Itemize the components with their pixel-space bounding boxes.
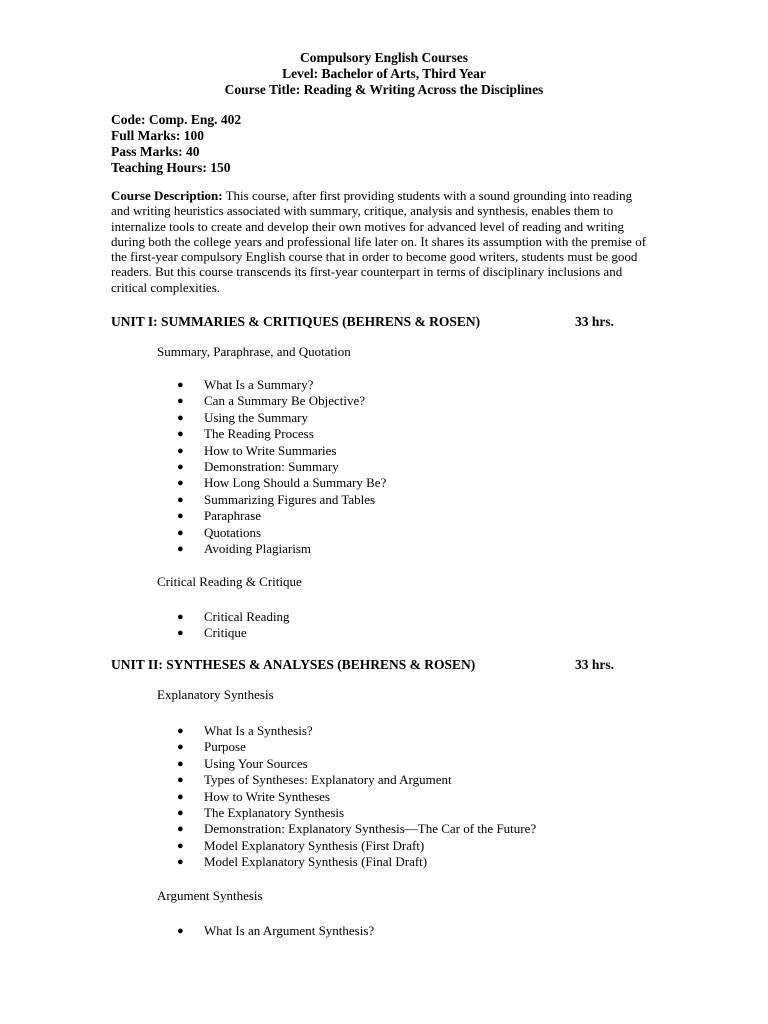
list-item — [157, 625, 290, 641]
list-item-text: Purpose — [204, 739, 246, 755]
unit1-hours: 33 hrs. — [575, 314, 615, 329]
unit1-section1-title: Summary, Paraphrase, and Quotation — [157, 344, 351, 359]
list-item — [157, 492, 386, 508]
list-item — [157, 377, 386, 393]
bullet-icon: ● — [177, 526, 184, 539]
list-item-text: Model Explanatory Synthesis (Final Draft) — [204, 854, 428, 870]
list-item — [157, 475, 386, 491]
description-text: This course, after first providing students with a sound grounding into reading and writing heuristics associated with summary, critique, analysis and synthesis, enables them to internalize tools to create and develop their own motives for advanced level of reading and writing during both the college years and professional life later on. It shares its assumption with the premise of the first-year compulsory English course that in order to become good writers, students must be good readers. But this course transcends its first-year counterpart in terms of disciplinary inclusions and critical complexities. — [111, 188, 647, 295]
unit2-section1-list — [157, 723, 536, 871]
unit2-section1-title: Explanatory Synthesis — [157, 687, 274, 702]
bullet-icon: ● — [177, 444, 184, 457]
bullet-icon: ● — [177, 379, 184, 391]
bullet-icon: ● — [177, 790, 184, 803]
bullet-icon: ● — [177, 839, 184, 852]
list-item-text: Types of Syntheses: Explanatory and Argument — [204, 772, 452, 788]
list-item-text: Model Explanatory Synthesis (First Draft) — [204, 837, 425, 853]
list-item-text: Using the Summary — [204, 409, 308, 425]
list-item — [157, 789, 536, 805]
list-item-text: Critical Reading — [204, 609, 290, 624]
full-marks: Full Marks: 100 — [111, 128, 204, 143]
list-item — [157, 821, 536, 837]
unit2-hours: 33 hrs. — [575, 657, 615, 672]
list-item — [157, 508, 386, 524]
bullet-icon: ● — [177, 856, 184, 869]
header-program: Compulsory English Courses — [299, 50, 469, 65]
list-item-text: What Is an Argument Synthesis? — [204, 923, 375, 938]
list-item — [157, 541, 386, 557]
bullet-icon: ● — [177, 460, 184, 473]
list-item-text: Paraphrase — [204, 508, 262, 524]
list-item-text: What Is a Synthesis? — [204, 723, 313, 738]
header-course-title: Course Title: Reading & Writing Across the Disciplines — [224, 82, 544, 97]
course-code: Code: Comp. Eng. 402 — [111, 112, 242, 127]
list-item-text: How to Write Summaries — [204, 442, 337, 458]
course-description — [111, 188, 651, 295]
description-label: Course Description: — [111, 188, 223, 203]
list-item — [157, 756, 536, 772]
unit1-section2-title: Critical Reading & Critique — [157, 574, 302, 589]
list-item-text: The Reading Process — [204, 426, 314, 442]
teaching-hours: Teaching Hours: 150 — [111, 160, 231, 175]
list-item-text: Summarizing Figures and Tables — [204, 491, 376, 507]
list-item — [157, 393, 386, 409]
list-item — [157, 838, 536, 854]
list-item-text: Critique — [204, 625, 247, 641]
unit1-section1-list — [157, 377, 386, 557]
bullet-icon: ● — [177, 741, 184, 754]
list-item-text: Can a Summary Be Objective? — [204, 393, 366, 409]
list-item — [157, 525, 386, 541]
list-item — [157, 854, 536, 870]
bullet-icon: ● — [177, 395, 184, 408]
unit1-section2-list — [157, 609, 290, 642]
list-item-text: Avoiding Plagiarism — [204, 540, 312, 556]
list-item-text: Quotations — [204, 524, 262, 540]
bullet-icon: ● — [177, 774, 184, 787]
list-item-text: How to Write Syntheses — [204, 788, 330, 804]
bullet-icon: ● — [177, 806, 184, 819]
bullet-icon: ● — [177, 627, 184, 640]
bullet-icon: ● — [177, 542, 184, 555]
unit2-title: UNIT II: SYNTHESES & ANALYSES (BEHRENS & ROSEN) — [111, 657, 476, 672]
pass-marks: Pass Marks: 40 — [111, 144, 200, 159]
unit2-section2-title: Argument Synthesis — [157, 888, 263, 903]
list-item-text: The Explanatory Synthesis — [204, 804, 345, 820]
bullet-icon: ● — [177, 725, 184, 737]
bullet-icon: ● — [177, 477, 184, 490]
list-item-text: What Is a Summary? — [204, 377, 314, 392]
unit1-heading — [111, 314, 621, 330]
list-item — [157, 426, 386, 442]
list-item — [157, 772, 536, 788]
list-item — [157, 459, 386, 475]
course-header — [0, 50, 768, 98]
unit1-title: UNIT I: SUMMARIES & CRITIQUES (BEHRENS & ROSEN) — [111, 314, 481, 329]
bullet-icon: ● — [177, 493, 184, 506]
bullet-icon: ● — [177, 411, 184, 424]
bullet-icon: ● — [177, 611, 184, 623]
bullet-icon: ● — [177, 757, 184, 770]
list-item — [157, 723, 536, 739]
list-item-text: Demonstration: Summary — [204, 458, 339, 474]
header-level: Level: Bachelor of Arts, Third Year — [282, 66, 486, 81]
list-item — [157, 443, 386, 459]
list-item-text: Demonstration: Explanatory Synthesis—The Car of the Future? — [204, 821, 537, 837]
bullet-icon: ● — [177, 428, 184, 441]
list-item — [157, 609, 290, 625]
list-item — [157, 805, 536, 821]
bullet-icon: ● — [177, 510, 184, 523]
list-item — [157, 410, 386, 426]
course-meta — [111, 112, 241, 176]
list-item — [157, 739, 536, 755]
list-item-text: How Long Should a Summary Be? — [204, 475, 387, 491]
bullet-icon: ● — [177, 823, 184, 836]
unit2-section2-list — [157, 923, 374, 939]
bullet-icon: ● — [177, 925, 184, 937]
list-item-text: Using Your Sources — [204, 755, 308, 771]
unit2-heading — [111, 657, 621, 673]
list-item — [157, 923, 374, 939]
